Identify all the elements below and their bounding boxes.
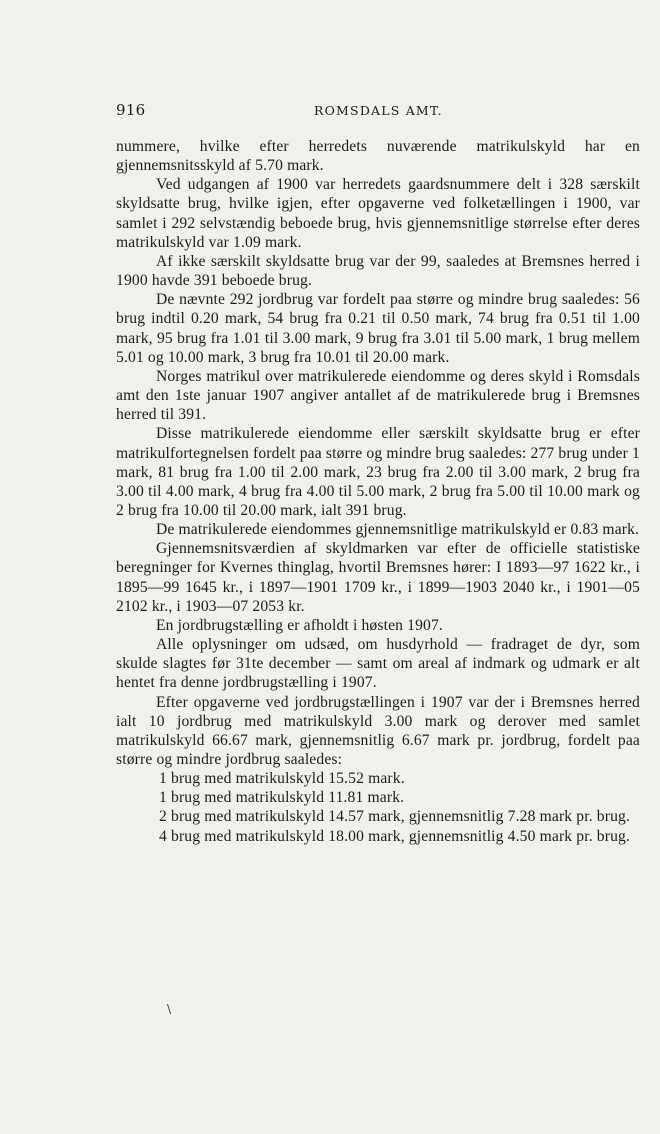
paragraph: Norges matrikul over matrikulerede eiendomme og deres skyld i Romsdals amt den 1ste januar 1907 angiver antallet af de matrikulerede brug i Bremsnes herred til 391. <box>116 367 640 424</box>
list-item: 1 brug med matrikulskyld 15.52 mark. <box>159 770 405 788</box>
list-item: 4 brug med matrikulskyld 18.00 mark, gjennemsnitlig 4.50 mark pr. brug. <box>159 827 631 845</box>
page-header <box>116 101 640 123</box>
stray-mark: \ <box>167 1002 172 1016</box>
paragraph: De nævnte 292 jordbrug var fordelt paa større og mindre brug saaledes: 56 brug indtil 0.20 mark, 54 brug fra 0.21 til 0.50 mark, 74 brug fra 0.51 til 1.00 mark, 95 brug fra 1.01 til 3.00 mark, 9 brug fra 3.01 til 5.00 mark, 1 brug mellem 5.01 og 10.00 mark, 3 brug fra 10.01 til 20.00 mark. <box>116 291 640 366</box>
paragraph: Alle oplysninger om udsæd, om husdyrhold — fradraget de dyr, som skulde slagtes før 31te december — samt om areal af indmark og udmark er alt hentet fra denne jordbrugstælling i 1907. <box>116 636 640 692</box>
paragraph: nummere, hvilke efter herredets nuværende matrikulskyld har en gjennemsnitsskyld af 5.70 mark. <box>116 138 640 175</box>
paragraph: De matrikulerede eiendommes gjennemsnitlige matrikulskyld er 0.83 mark. <box>156 521 640 539</box>
page-number: 916 <box>116 101 146 119</box>
body-text <box>116 137 640 846</box>
list-item: 2 brug med matrikulskyld 14.57 mark, gjennemsnitlig 7.28 mark pr. brug. <box>159 808 631 826</box>
paragraph: Af ikke særskilt skyldsatte brug var der 99, saaledes at Bremsnes herred i 1900 havde 391 beboede brug. <box>116 252 640 290</box>
paragraph: Ved udgangen af 1900 var herredets gaardsnummere delt i 328 særskilt skyldsatte brug, hvilke igjen, efter opgaverne ved folketællingen i 1900, var samlet i 292 selvstændig beboede brug, hvis gjennemsnitlige størrelse efter deres matrikulskyld var 1.09 mark. <box>116 176 640 251</box>
paragraph: En jordbrugstælling er afholdt i høsten 1907. <box>156 616 443 634</box>
list-item: 1 brug med matrikulskyld 11.81 mark. <box>159 789 405 807</box>
paragraph: Gjennemsnitsværdien af skyldmarken var efter de officielle statistiske beregninger for Kvernes thinglag, hvortil Bremsnes hører: I 1893—97 1622 kr., i 1895—99 1645 kr., i 1897—1901 1709 kr., i 1899—1903 2040 kr., i 1901—05 2102 kr., i 1903—07 2053 kr. <box>116 540 640 615</box>
paragraph: Efter opgaverne ved jordbrugstællingen i 1907 var der i Bremsnes herred ialt 10 jordbrug med matrikulskyld 3.00 mark og derover med samlet matrikulskyld 66.67 mark, gjennemsnitlig 6.67 mark pr. jordbrug, fordelt paa større og mindre jordbrug saaledes: <box>116 693 640 768</box>
running-title: ROMSDALS AMT. <box>314 103 443 118</box>
paragraph: Disse matrikulerede eiendomme eller særskilt skyldsatte brug er efter matrikulfortegnelsen fordelt paa større og mindre brug saaledes: 277 brug under 1 mark, 81 brug fra 1.00 til 2.00 mark, 23 brug fra 2.00 til 3.00 mark, 2 brug fra 3.00 til 4.00 mark, 4 brug fra 4.00 til 5.00 mark, 2 brug fra 5.00 til 10.00 mark og 2 brug fra 10.00 til 20.00 mark, ialt 391 brug. <box>116 425 640 519</box>
